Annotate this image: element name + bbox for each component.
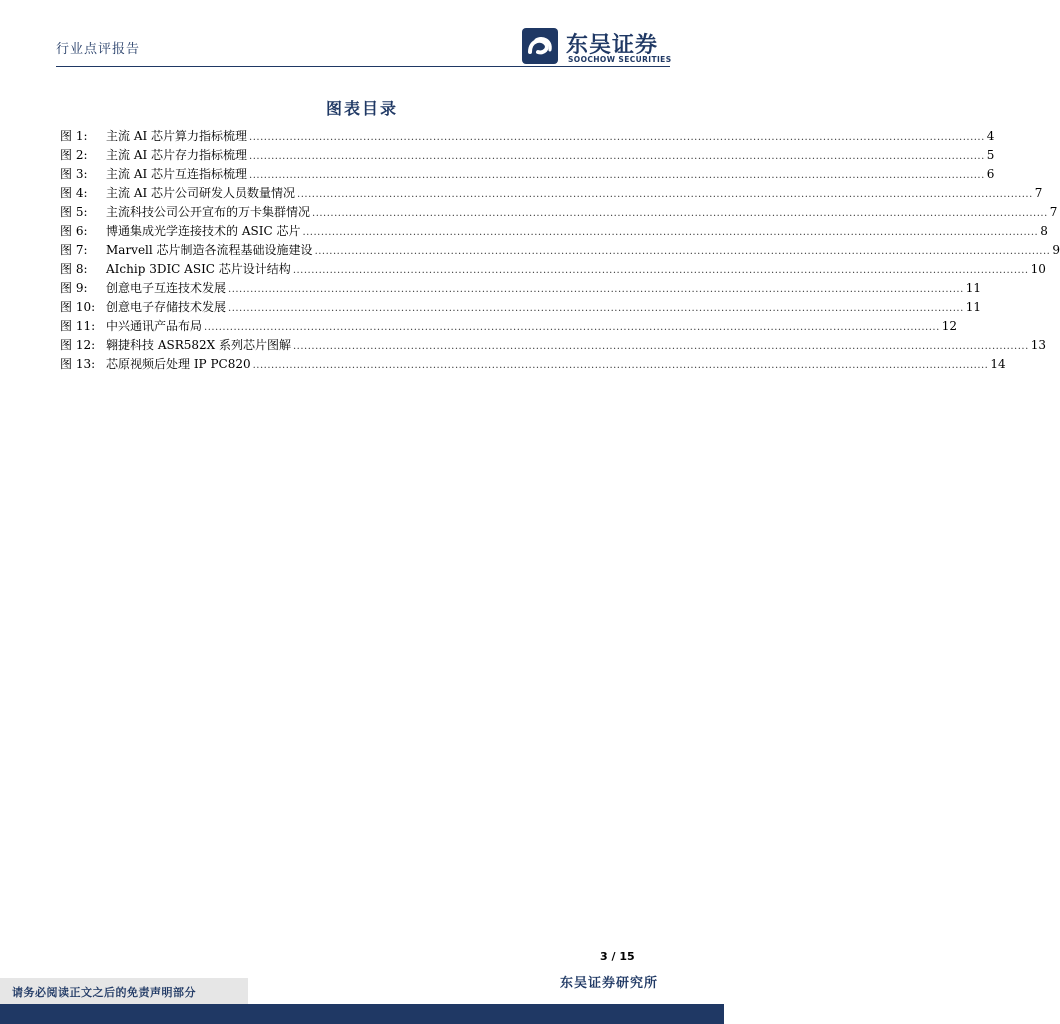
toc-entry-page: 8 <box>1040 224 1048 238</box>
toc-entry-number: 图 6: <box>60 224 88 238</box>
toc-entry-page: 13 <box>1030 338 1047 352</box>
toc-entry-title: 创意电子互连技术发展 <box>106 281 227 295</box>
toc-entry[interactable] <box>60 298 982 317</box>
brand-logo <box>520 26 680 66</box>
toc-entry-title: 主流 AI 芯片算力指标梳理 <box>106 129 248 143</box>
toc-entry-number: 图 3: <box>60 167 88 181</box>
toc-entry[interactable] <box>60 317 958 336</box>
toc-dot-leader: ........................................................................................................................................................................................................ <box>252 360 989 371</box>
toc-entry-number: 图 10: <box>60 300 96 314</box>
toc-dot-leader: ........................................................................................................................................................................................................ <box>297 189 1033 200</box>
toc-dot-leader: ........................................................................................................................................................................................................ <box>204 322 940 333</box>
toc-entry[interactable] <box>60 165 995 184</box>
toc-title: 图表目录 <box>325 99 398 118</box>
toc-entry-number: 图 9: <box>60 281 88 295</box>
footer-bar <box>0 1004 724 1024</box>
toc-entry-title: 主流 AI 芯片公司研发人员数量情况 <box>106 186 296 200</box>
toc-entry[interactable] <box>60 336 1047 355</box>
report-type-label: 行业点评报告 <box>56 42 141 57</box>
soochow-logo-icon <box>520 26 560 66</box>
toc-entry-title: 主流 AI 芯片存力指标梳理 <box>106 148 248 162</box>
toc-entry-title: 翱捷科技 ASR582X 系列芯片图解 <box>106 338 291 352</box>
toc-entry-number: 图 5: <box>60 205 88 219</box>
toc-dot-leader: ........................................................................................................................................................................................................ <box>314 246 1051 257</box>
header-divider <box>56 66 670 67</box>
toc-dot-leader: ........................................................................................................................................................................................................ <box>293 341 1029 352</box>
toc-dot-leader: ........................................................................................................................................................................................................ <box>292 265 1029 276</box>
toc-dot-leader: ........................................................................................................................................................................................................ <box>249 132 985 143</box>
toc-entry-page: 11 <box>965 281 982 295</box>
toc-dot-leader: ........................................................................................................................................................................................................ <box>312 208 1048 219</box>
toc-entry-title: 主流 AI 芯片互连指标梳理 <box>106 167 248 181</box>
logo-english-name: SOOCHOW SECURITIES <box>568 55 672 64</box>
toc-dot-leader: ........................................................................................................................................................................................................ <box>228 303 964 314</box>
toc-entry[interactable] <box>60 355 1006 374</box>
disclaimer-text: 请务必阅读正文之后的免责声明部分 <box>12 986 196 999</box>
toc-entry[interactable] <box>60 241 1060 260</box>
toc-entry-title: 博通集成光学连接技术的 ASIC 芯片 <box>106 224 301 238</box>
disclaimer-banner <box>0 978 248 1004</box>
table-of-figures <box>60 127 1060 374</box>
toc-entry-page: 5 <box>986 148 995 162</box>
toc-entry-number: 图 12: <box>60 338 96 352</box>
toc-entry-number: 图 4: <box>60 186 88 200</box>
toc-entry-title: AIchip 3DIC ASIC 芯片设计结构 <box>106 262 291 276</box>
toc-entry[interactable] <box>60 279 982 298</box>
toc-entry[interactable] <box>60 127 995 146</box>
toc-entry-page: 12 <box>941 319 958 333</box>
toc-entry-number: 图 8: <box>60 262 88 276</box>
toc-entry-number: 图 7: <box>60 243 88 257</box>
toc-entry-page: 9 <box>1052 243 1060 257</box>
toc-entry-page: 7 <box>1049 205 1058 219</box>
toc-entry-number: 图 13: <box>60 357 96 371</box>
toc-entry-title: 中兴通讯产品布局 <box>106 319 203 333</box>
toc-entry[interactable] <box>60 146 995 165</box>
toc-dot-leader: ........................................................................................................................................................................................................ <box>302 227 1039 238</box>
toc-entry-page: 4 <box>986 129 995 143</box>
toc-entry[interactable] <box>60 184 1043 203</box>
toc-entry-page: 14 <box>990 357 1006 371</box>
toc-entry-page: 7 <box>1034 186 1043 200</box>
logo-chinese-name: 东吴证券 <box>566 33 659 58</box>
toc-dot-leader: ........................................................................................................................................................................................................ <box>249 151 985 162</box>
toc-entry-title: Marvell 芯片制造各流程基础设施建设 <box>106 243 313 257</box>
toc-dot-leader: ........................................................................................................................................................................................................ <box>249 170 985 181</box>
toc-entry-title: 芯原视频后处理 IP PC820 <box>106 357 251 371</box>
toc-entry-number: 图 2: <box>60 148 88 162</box>
toc-entry-page: 11 <box>965 300 982 314</box>
toc-dot-leader: ........................................................................................................................................................................................................ <box>228 284 964 295</box>
toc-entry-number: 图 1: <box>60 129 88 143</box>
toc-entry[interactable] <box>60 203 1058 222</box>
toc-entry-title: 创意电子存储技术发展 <box>106 300 227 314</box>
toc-entry[interactable] <box>60 260 1046 279</box>
toc-entry-page: 10 <box>1030 262 1046 276</box>
toc-entry-page: 6 <box>986 167 995 181</box>
toc-entry[interactable] <box>60 222 1048 241</box>
research-institute-name: 东吴证券研究所 <box>560 976 659 991</box>
toc-entry-title: 主流科技公司公开宣布的万卡集群情况 <box>106 205 311 219</box>
toc-entry-number: 图 11: <box>60 319 96 333</box>
page-indicator: 3 / 15 <box>600 950 635 963</box>
